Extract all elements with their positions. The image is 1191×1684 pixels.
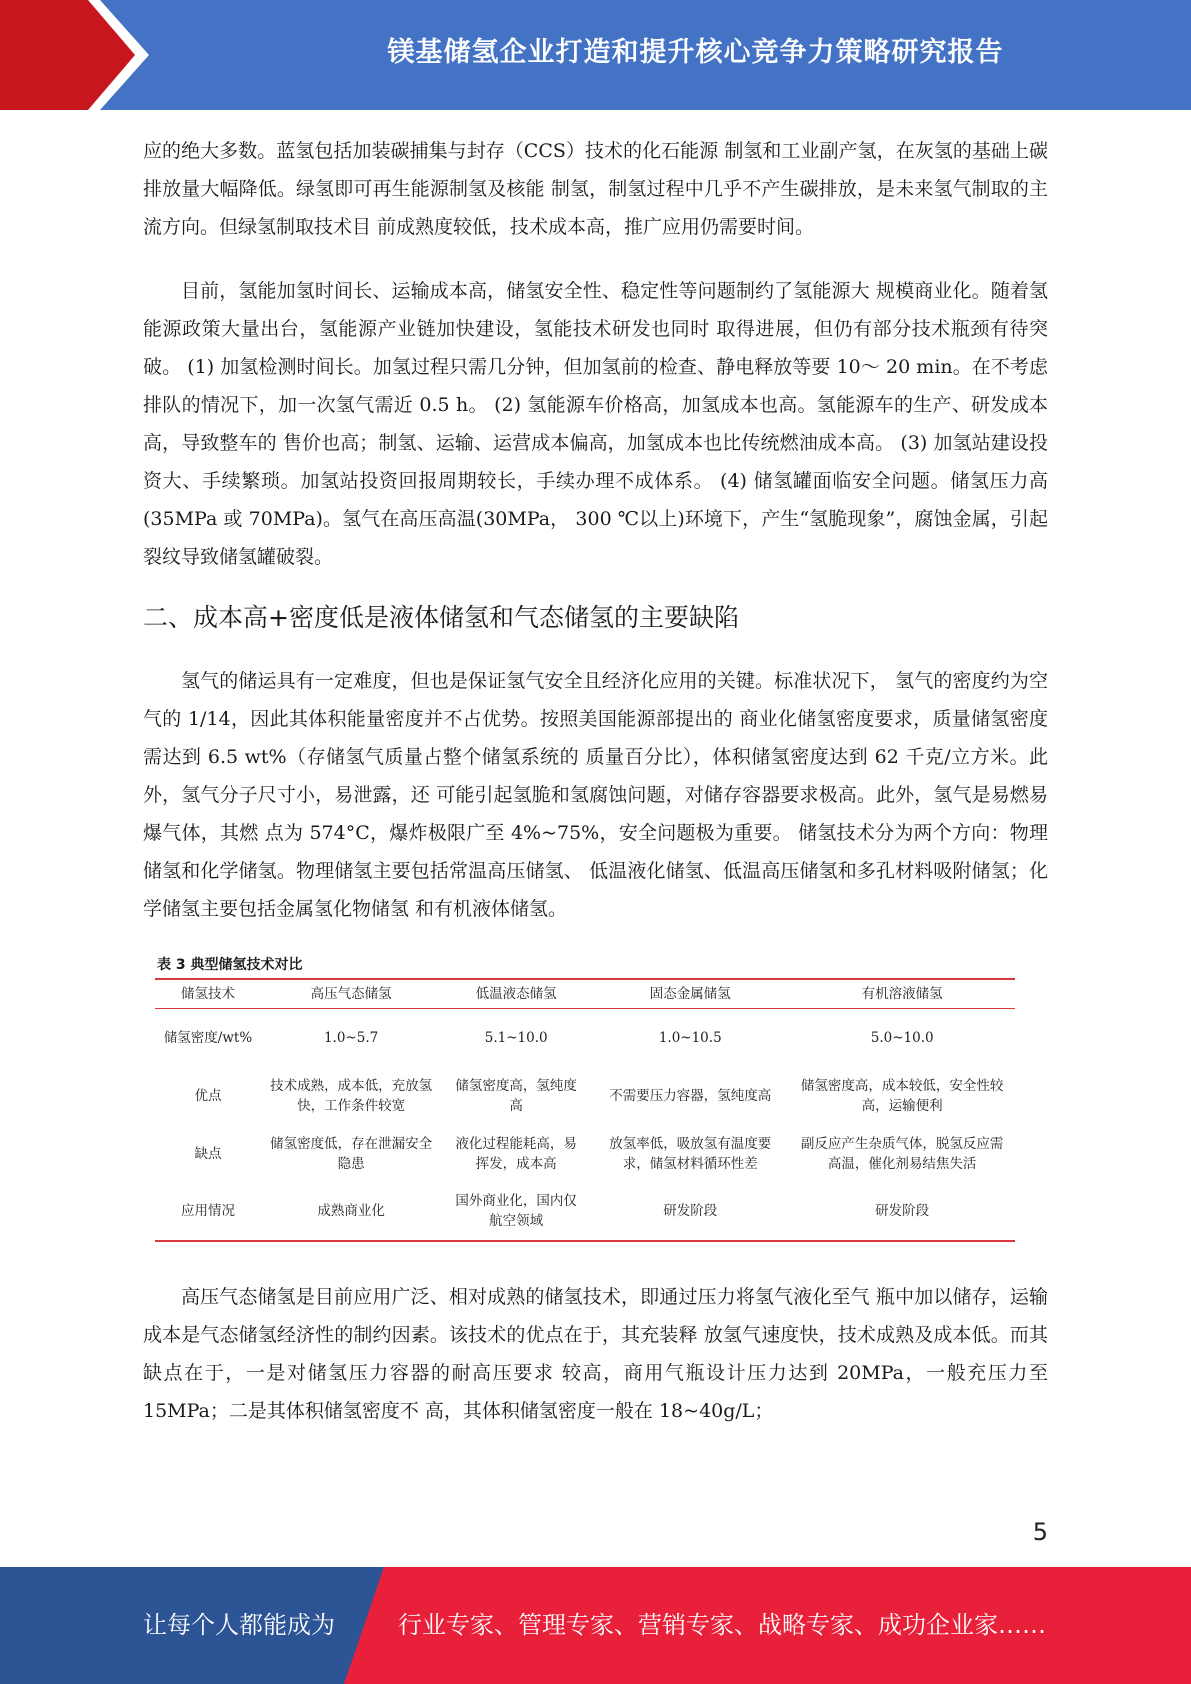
paragraph-high-pressure: 高压气态储氢是目前应用广泛、相对成熟的储氢技术，即通过压力将氢气液化至气 瓶中加以储存，运输成本是气态储氢经济性的制约因素。该技术的优点在于，其充装释 放氢气速度快，技术成熟及成本低。而其缺点在于，一是对储氢压力容器的耐高压要求 较高，商用气瓶设计压力达到 20MPa，一般充压力至 15MPa；二是其体积储氢密度不 高，其体积储氢密度一般在 18~40g/L； (143, 1285, 1048, 1422)
table-row (155, 1125, 1015, 1183)
table-cell: 研发阶段 (789, 1183, 1015, 1241)
table-row (155, 1183, 1015, 1241)
table-cell: 5.0~10.0 (870, 1029, 934, 1046)
table-cell: 液化过程能耗高，易挥发，成本高 (455, 1135, 577, 1172)
footer-slogan-left: 让每个人都能成为 (143, 1611, 335, 1639)
table-header-cell: 有机溶液储氢 (789, 979, 1015, 1009)
table-header-row (155, 979, 1015, 1009)
table-cell: 储氢密度低，存在泄漏安全隐患 (270, 1135, 433, 1172)
paragraph-storage: 氢气的储运具有一定难度，但也是保证氢气安全且经济化应用的关键。标准状况下， 氢气的密度约为空气的 1/14，因此其体积能量密度并不占优势。按照美国能源部提出的 商业化储氢密度要求，质量储氢密度需达到 6.5 wt%（存储氢气质量占整个储氢系统的 质量百分比），体积储氢密度达到 62 千克/立方米。此外，氢气分子尺寸小，易泄露，还 可能引起氢脆和氢腐蚀问题，对储存容器要求极高。此外，氢气是易燃易爆气体，其燃 点为 574°C，爆炸极限广至 4%~75%，安全问题极为重要。 储氢技术分为两个方向：物理储氢和化学储氢。物理储氢主要包括常温高压储氢、 低温液化储氢、低温高压储氢和多孔材料吸附储氢；化学储氢主要包括金属氢化物储氢 和有机液体储氢。 (143, 670, 1048, 920)
table-row-label: 缺点 (194, 1145, 222, 1162)
comparison-table-block (155, 956, 1025, 1242)
table-cell: 1.0~10.5 (658, 1029, 722, 1046)
table-header-cell: 高压气态储氢 (261, 979, 441, 1009)
main-content (143, 132, 1048, 1430)
table-cell: 副反应产生杂质气体，脱氢反应需高温，催化剂易结焦失活 (800, 1135, 1004, 1172)
table-cell: 放氢率低，吸放氢有温度要求，储氢材料循环性差 (609, 1135, 772, 1172)
table-cell: 1.0~5.7 (323, 1029, 379, 1046)
table-cell: 研发阶段 (591, 1183, 789, 1241)
header-title: 镁基储氢企业打造和提升核心竞争力策略研究报告 (387, 36, 1004, 68)
table-cell: 储氢密度高，氢纯度高 (455, 1077, 577, 1114)
paragraph-intro: 应的绝大多数。蓝氢包括加装碳捕集与封存（CCS）技术的化石能源 制氢和工业副产氢，在灰氢的基础上碳排放量大幅降低。绿氢即可再生能源制氢及核能 制氢，制氢过程中几乎不产生碳排放，是未来氢气制取的主流方向。但绿氢制取技术目 前成熟度较低，技术成本高，推广应用仍需要时间。 (143, 140, 1048, 238)
section-heading: 二、成本高+密度低是液体储氢和气态储氢的主要缺陷 (143, 603, 739, 632)
table-cell: 不需要压力容器，氢纯度高 (609, 1087, 772, 1104)
table-header-cell: 储氢技术 (155, 979, 261, 1009)
table-row-label: 应用情况 (155, 1183, 261, 1241)
table-cell: 储氢密度高，成本较低，安全性较高，运输便利 (800, 1077, 1004, 1114)
table-row-label: 优点 (194, 1087, 222, 1104)
table-row (155, 1009, 1015, 1067)
page-number: 5 (1032, 1518, 1048, 1546)
comparison-table (155, 978, 1015, 1242)
table-cell: 成熟商业化 (261, 1183, 441, 1241)
table-header-cell: 固态金属储氢 (591, 979, 789, 1009)
paragraph-bottlenecks: 目前，氢能加氢时间长、运输成本高，储氢安全性、稳定性等问题制约了氢能源大 规模商业化。随着氢能源政策大量出台，氢能源产业链加快建设，氢能技术研发也同时 取得进展，但仍有部分技术瓶颈有待突破。 (1) 加氢检测时间长。加氢过程只需几分钟，但加氢前的检查、静电释放等要 10～ 20 min。在不考虑排队的情况下，加一次氢气需近 0.5 h。 (2) 氢能源车价格高，加氢成本也高。氢能源车的生产、研发成本高，导致整车的 售价也高；制氢、运输、运营成本偏高，加氢成本也比传统燃油成本高。 (3) 加氢站建设投资大、手续繁琐。加氢站投资回报周期较长，手续办理不成体系。 (4) 储氢罐面临安全问题。储氢压力高(35MPa 或 70MPa)。氢气在高压高温(30MPa， 300 ℃以上)环境下，产生“氢脆现象”，腐蚀金属，引起裂纹导致储氢罐破裂。 (143, 280, 1048, 568)
footer-slogan-right: 行业专家、管理专家、营销专家、战略专家、成功企业家…… (398, 1611, 1046, 1639)
table-caption: 表 3 典型储氢技术对比 (157, 957, 303, 973)
chevron-arrow-icon (0, 0, 160, 110)
table-cell: 5.1~10.0 (484, 1029, 548, 1046)
table-cell: 国外商业化，国内仅航空领域 (441, 1183, 591, 1241)
table-row-label: 储氢密度/wt% (163, 1029, 253, 1046)
table-row (155, 1067, 1015, 1125)
table-cell: 技术成熟，成本低，充放氢快，工作条件较宽 (270, 1077, 433, 1114)
table-header-cell: 低温液态储氢 (441, 979, 591, 1009)
